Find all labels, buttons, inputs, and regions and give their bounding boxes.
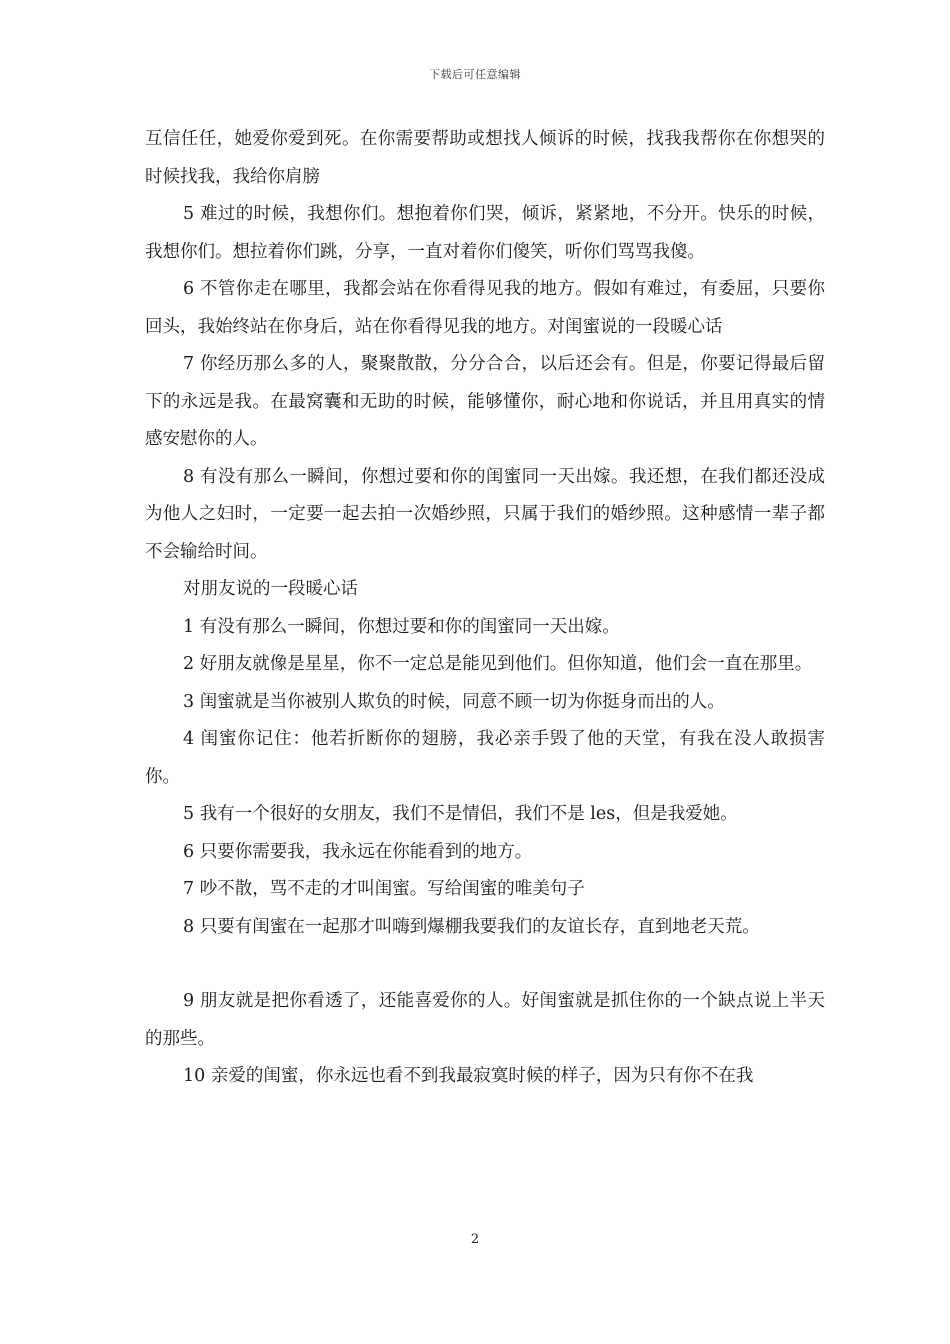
list-item-5: 5 我有一个很好的女朋友，我们不是情侣，我们不是 les，但是我爱她。 [183,804,738,824]
section-heading: 对朋友说的一段暖心话 [183,579,358,599]
page-header: 下载后可任意编辑 [429,68,521,81]
list-item-3: 3 闺蜜就是当你被别人欺负的时候，同意不顾一切为你挺身而出的人。 [183,691,725,712]
document-body [145,121,825,1096]
paragraph-7: 7 你经历那么多的人，聚聚散散，分分合合，以后还会有。但是，你要记得最后留下的永远是我。在最窝囊和无助的时候，能够懂你，耐心地和你说话，并且用真实的情感安慰你的人。 [145,354,825,449]
list-item-9: 9 朋友就是把你看透了，还能喜爱你的人。好闺蜜就是抓住你的一个缺点说上半天的那些。 [145,991,825,1049]
page-number: 2 [470,1232,480,1247]
paragraph-5: 5 难过的时候，我想你们。想抱着你们哭，倾诉，紧紧地，不分开。快乐的时候，我想你们。想拉着你们跳，分享，一直对着你们傻笑，听你们骂骂我傻。 [145,204,825,262]
list-item-10: 10 亲爱的闺蜜，你永远也看不到我最寂寞时候的样子，因为只有你不在我 [183,1066,754,1086]
paragraph-continued: 互信任任，她爱你爱到死。在你需要帮助或想找人倾诉的时候，找我我帮你在你想哭的时候找我，我给你肩膀 [145,129,825,187]
list-item-8: 8 只要有闺蜜在一起那才叫嗨到爆棚我要我们的友谊长存，直到地老天荒。 [183,916,760,937]
paragraph-6: 6 不管你走在哪里，我都会站在你看得见我的地方。假如有难过，有委屈，只要你回头，我始终站在你身后，站在你看得见我的地方。对闺蜜说的一段暖心话 [145,279,825,337]
list-item-7: 7 吵不散，骂不走的才叫闺蜜。写给闺蜜的唯美句子 [183,879,585,899]
paragraph-8: 8 有没有那么一瞬间，你想过要和你的闺蜜同一天出嫁。我还想，在我们都还没成为他人之妇时，一定要一起去拍一次婚纱照，只属于我们的婚纱照。这种感情一辈子都不会输给时间。 [145,466,825,562]
list-item-2: 2 好朋友就像是星星，你不一定总是能见到他们。但你知道，他们会一直在那里。 [183,654,813,674]
list-item-1: 1 有没有那么一瞬间，你想过要和你的闺蜜同一天出嫁。 [183,616,620,637]
list-item-6: 6 只要你需要我，我永远在你能看到的地方。 [183,841,533,862]
list-item-4: 4 闺蜜你记住：他若折断你的翅膀，我必亲手毁了他的天堂，有我在没人敢损害你。 [145,729,825,787]
